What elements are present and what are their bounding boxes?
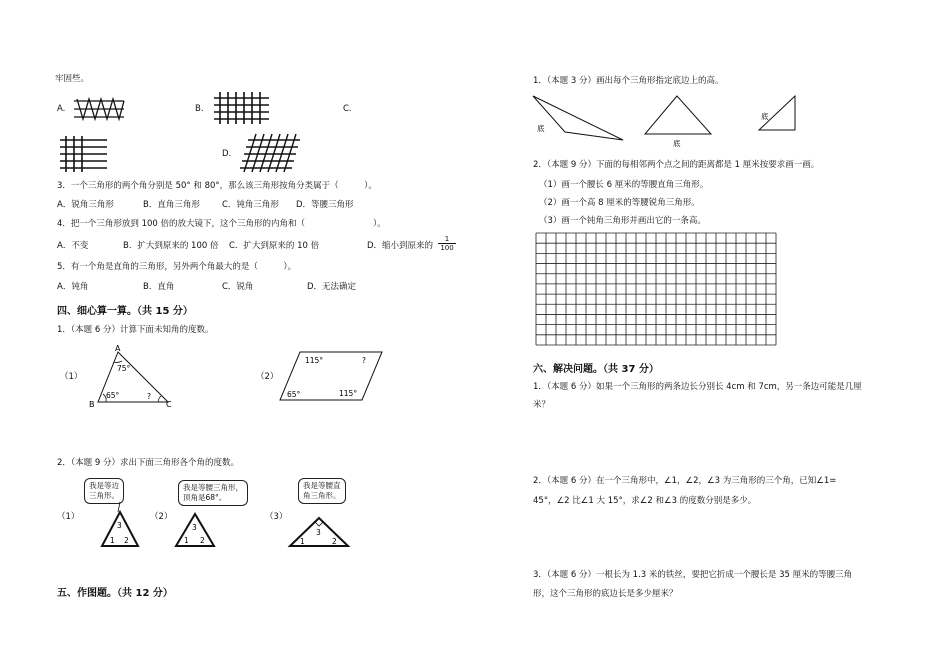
q4-option-b: B．扩大到原来的 100 倍	[123, 241, 219, 251]
angle-c-unknown: ?	[147, 392, 151, 401]
q4-text: 4．把一个三角形放到 100 倍的放大镜下，这个三角形的内角和（ ）。	[57, 219, 386, 229]
fig3-angle-1: 1	[300, 537, 305, 546]
triangle-abc-figure	[86, 344, 186, 410]
fig3-angle-3: 3	[316, 528, 321, 537]
continued-text: 牢固些。	[55, 74, 90, 84]
q4-option-c: C．扩大到原来的 10 倍	[229, 241, 320, 251]
fig1-angle-1: 1	[110, 536, 115, 545]
angle-top-left: 115°	[305, 356, 324, 365]
s4-q1-fig1-label: （1）	[60, 372, 83, 382]
fraction-denominator: 100	[440, 244, 454, 252]
r-q6-3-line1: 3．（本题 6 分）一根长为 1.3 米的铁丝，要把它折成一个腰长是 35 厘米的等腰三角	[533, 570, 853, 580]
r-q6-1-line2: 米？	[533, 400, 551, 410]
s4-q2-label-2: （2）	[150, 512, 173, 522]
parallelogram-figure	[278, 349, 386, 405]
base-label-1: 底	[537, 124, 545, 133]
fraction-numerator: 1	[438, 235, 456, 244]
r-q2-item-3: （3）画一个钝角三角形并画出它的一条高。	[539, 216, 706, 226]
fig2-angle-2: 2	[200, 536, 205, 545]
bubble-2-line-1: 我是等腰三角形，	[183, 483, 243, 492]
s4-q1-text: 1．（本题 6 分）计算下面未知角的度数。	[57, 325, 214, 335]
option-a-label: A.	[57, 104, 66, 114]
angle-top-right: ?	[362, 356, 366, 365]
r-q1-text: 1．（本题 3 分）画出每个三角形指定底边上的高。	[533, 76, 724, 86]
q3-option-c: C．钝角三角形	[222, 200, 279, 210]
option-d-figure	[238, 132, 302, 172]
q3-text: 3．一个三角形的两个角分别是 50° 和 80°，那么该三角形按角分类属于（ ）。	[57, 181, 377, 191]
bubble-2-line-2: 顶角是68°。	[183, 493, 227, 502]
q4-option-d: D．缩小到原来的	[367, 241, 434, 251]
triangles-base-figures	[531, 94, 811, 150]
base-label-3: 底	[761, 112, 769, 121]
speech-bubble-1	[84, 478, 124, 504]
q3-option-a: A．锐角三角形	[57, 200, 114, 210]
q5-option-a: A．钝角	[57, 282, 89, 292]
s4-q1-fig2-label: （2）	[256, 372, 279, 382]
speech-bubble-2	[178, 480, 248, 506]
r-q6-3-line2: 形，这个三角形的底边长是多少厘米？	[533, 589, 678, 599]
option-b-figure	[214, 92, 270, 124]
option-a-figure	[74, 97, 126, 121]
angle-b-value: 65°	[106, 391, 120, 400]
r-q2-text: 2．（本题 9 分）下面的每相邻两个点之间的距离都是 1 厘米按要求画一画。	[533, 160, 820, 170]
angle-a-value: 75°	[117, 364, 131, 373]
fig1-angle-2: 2	[124, 536, 129, 545]
option-c-label: C.	[343, 104, 352, 114]
r-q6-1-line1: 1．（本题 6 分）如果一个三角形的两条边长分别长 4cm 和 7cm，另一条边可能是几厘	[533, 382, 862, 392]
q3-option-d: D．等腰三角形	[296, 200, 354, 210]
q5-text: 5．有一个角是直角的三角形，另外两个角最大的是（ ）。	[57, 262, 297, 272]
q4-option-a: A．不变	[57, 241, 89, 251]
section-6-title: 六、解决问题。（共 37 分）	[533, 364, 659, 375]
isosceles-triangle-2	[172, 504, 220, 550]
q4-fraction	[438, 235, 456, 252]
section-5-title: 五、作图题。（共 12 分）	[57, 588, 173, 599]
angle-bottom-right: 115°	[339, 389, 358, 398]
dot-grid-drawing-area[interactable]	[535, 232, 777, 346]
fig2-angle-3: 3	[192, 523, 197, 532]
fig2-angle-1: 1	[184, 536, 189, 545]
s4-q2-text: 2．（本题 9 分）求出下面三角形各个角的度数。	[57, 458, 239, 468]
vertex-c-label: C	[166, 400, 172, 409]
bubble-1-line-1: 我是等边	[89, 481, 119, 490]
r-q6-2-line2: 45°，∠2 比∠1 大 15°，求∠2 和∠3 的度数分别是多少。	[533, 496, 757, 506]
right-isosceles-triangle-3	[288, 504, 352, 550]
s4-q2-label-3: （3）	[265, 512, 288, 522]
q5-option-d: D．无法确定	[307, 282, 357, 292]
q3-option-b: B．直角三角形	[143, 200, 200, 210]
r-q6-2-line1: 2．（本题 6 分）在一个三角形中，∠1，∠2，∠3 为三角形的三个角，已知∠1=	[533, 476, 837, 486]
vertex-b-label: B	[89, 400, 95, 409]
fig1-angle-3: 3	[117, 521, 122, 530]
r-q2-item-1: （1）画一个腰长 6 厘米的等腰直角三角形。	[539, 180, 709, 190]
angle-bottom-left: 65°	[287, 390, 301, 399]
speech-bubble-3	[298, 478, 346, 504]
bubble-1-line-2: 三角形。	[89, 491, 119, 500]
bubble-3-line-2: 角三角形。	[303, 491, 341, 500]
base-label-2: 底	[673, 139, 681, 148]
equilateral-triangle-1	[98, 504, 144, 550]
q5-option-c: C．锐角	[222, 282, 254, 292]
r-q2-item-2: （2）画一个高 8 厘米的等腰锐角三角形。	[539, 198, 700, 208]
s4-q2-label-1: （1）	[57, 512, 80, 522]
vertex-a-label: A	[115, 344, 121, 353]
fig3-angle-2: 2	[332, 537, 337, 546]
option-c-figure	[60, 136, 108, 172]
option-b-label: B.	[195, 104, 204, 114]
q5-option-b: B．直角	[143, 282, 175, 292]
option-d-label: D.	[222, 149, 232, 159]
bubble-3-line-1: 我是等腰直	[303, 481, 341, 490]
section-4-title: 四、细心算一算。（共 15 分）	[57, 306, 193, 317]
